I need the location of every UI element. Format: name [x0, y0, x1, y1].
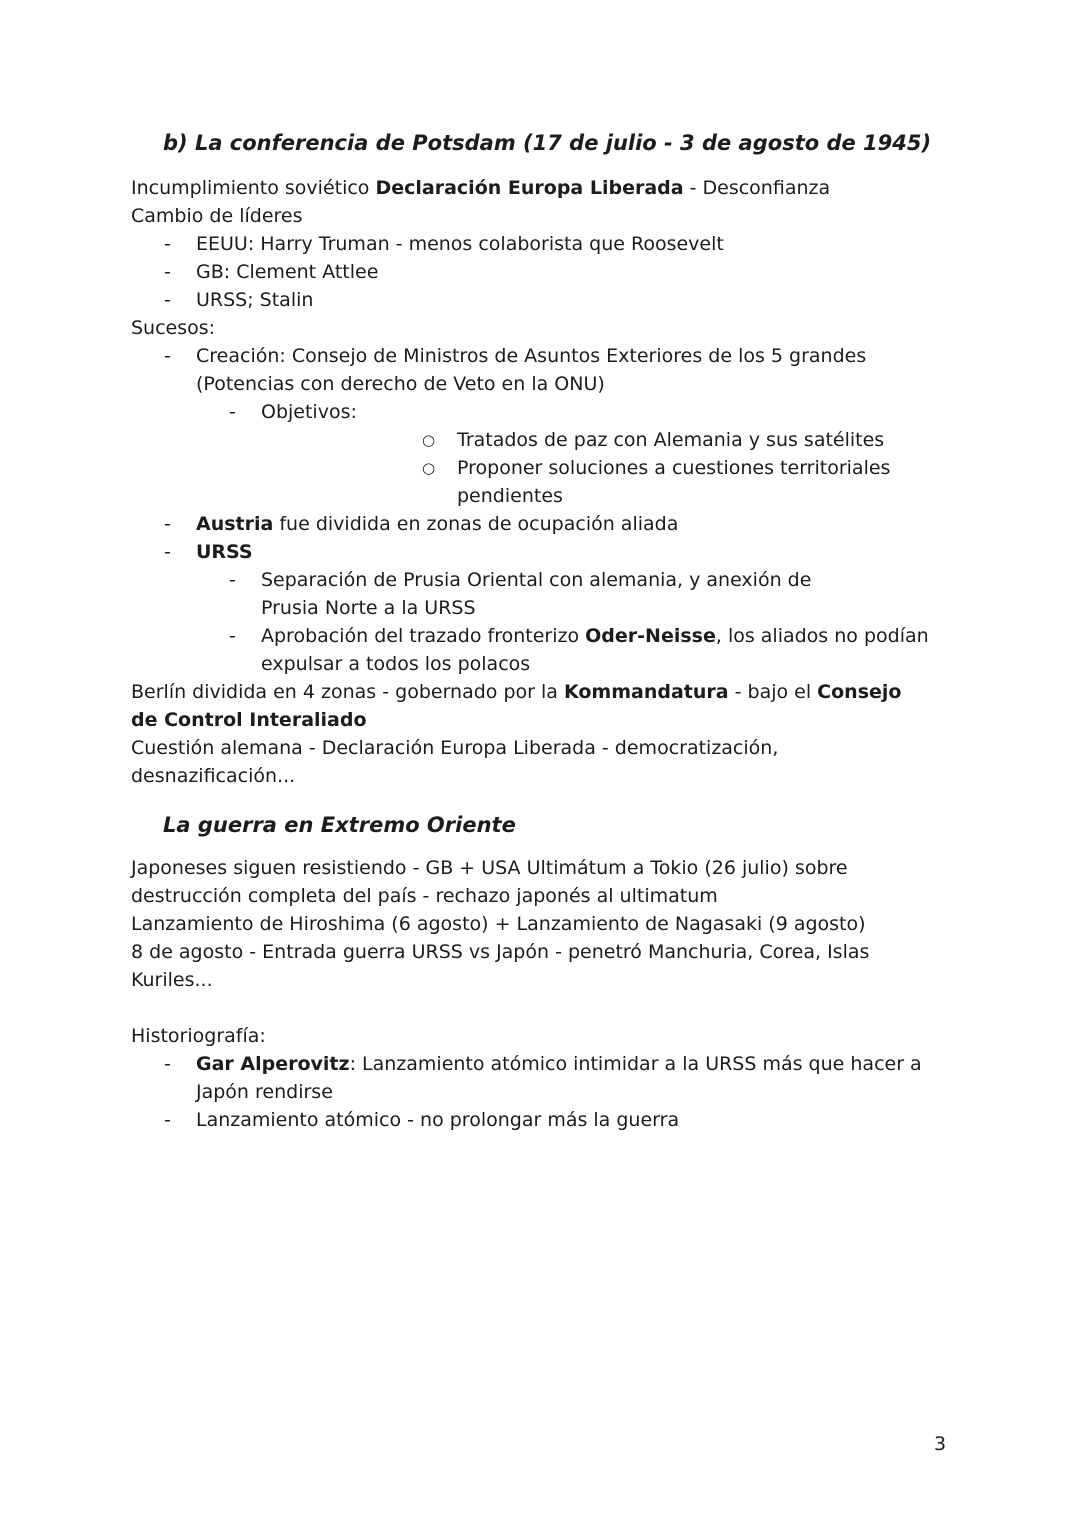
paragraph-japoneses: Japoneses siguen resistiendo - GB + USA Ultimátum a Tokio (26 julio) sobre destrucción completa del país - rechazo japonés al ultimatum	[131, 857, 848, 907]
list-item-lanzamiento: - Lanzamiento atómico - no prolongar más la guerra	[131, 1106, 961, 1134]
paragraph-cuestion-alemana: Cuestión alemana - Declaración Europa Liberada - democratización, desnazificación...	[131, 737, 779, 787]
list-item-leader: - URSS; Stalin	[131, 286, 961, 314]
spacer	[131, 994, 961, 1022]
list-item-austria: - Austria fue dividida en zonas de ocupación aliada	[131, 510, 961, 538]
dash-marker: -	[164, 345, 171, 367]
list-item-alperovitz: - Gar Alperovitz: Lanzamiento atómico intimidar a la URSS más que hacer a Japón rendirse	[131, 1050, 956, 1106]
dash-marker: -	[229, 401, 236, 423]
circle-bullet-icon: ○	[422, 459, 436, 477]
paragraph-cambio-lideres: Cambio de líderes	[131, 205, 303, 227]
list-item-leader: - GB: Clement Attlee	[131, 258, 961, 286]
dash-marker: -	[164, 261, 171, 283]
list-item-prusia: - Separación de Prusia Oriental con alemania, y anexión de Prusia Norte a la URSS	[131, 566, 871, 622]
page-number: 3	[934, 1433, 947, 1455]
circle-bullet-icon: ○	[422, 431, 436, 449]
paragraph-entrada-guerra: 8 de agosto - Entrada guerra URSS vs Japón - penetró Manchuria, Corea, Islas Kuriles...	[131, 941, 870, 991]
document-page	[131, 128, 961, 1134]
section-war-heading: La guerra en Extremo Oriente	[163, 813, 516, 837]
list-item-oder-neisse: - Aprobación del trazado fronterizo Oder-Neisse, los aliados no podían expulsar a todos los polacos	[131, 622, 961, 678]
dash-marker: -	[164, 541, 171, 563]
dash-marker: -	[164, 513, 171, 535]
paragraph-incumplimiento: Incumplimiento soviético Declaración Europa Liberada - Desconfianza	[131, 177, 831, 199]
list-item-urss: - URSS	[131, 538, 961, 566]
dash-marker: -	[164, 289, 171, 311]
list-item-leader: - EEUU: Harry Truman - menos colaborista que Roosevelt	[131, 230, 961, 258]
list-item-objetivos: - Objetivos:	[131, 398, 961, 426]
dash-marker: -	[229, 569, 236, 591]
dash-marker: -	[164, 1109, 171, 1131]
paragraph-berlin: Berlín dividida en 4 zonas - gobernado por la Kommandatura - bajo el Consejo de Control Interaliado	[131, 681, 902, 731]
list-item-objetivo: ○ Proponer soluciones a cuestiones territoriales pendientes	[131, 454, 927, 510]
dash-marker: -	[164, 233, 171, 255]
paragraph-lanzamientos: Lanzamiento de Hiroshima (6 agosto) + Lanzamiento de Nagasaki (9 agosto)	[131, 913, 866, 935]
section-b-heading: b) La conferencia de Potsdam (17 de julio - 3 de agosto de 1945)	[163, 131, 932, 155]
historiografia-label: Historiografía:	[131, 1025, 266, 1047]
dash-marker: -	[164, 1053, 171, 1075]
sucesos-label: Sucesos:	[131, 317, 216, 339]
list-item-objetivo: ○ Tratados de paz con Alemania y sus satélites	[131, 426, 961, 454]
dash-marker: -	[229, 625, 236, 647]
list-item-creacion: - Creación: Consejo de Ministros de Asuntos Exteriores de los 5 grandes (Potencias con derecho de Veto en la ONU)	[131, 342, 886, 398]
